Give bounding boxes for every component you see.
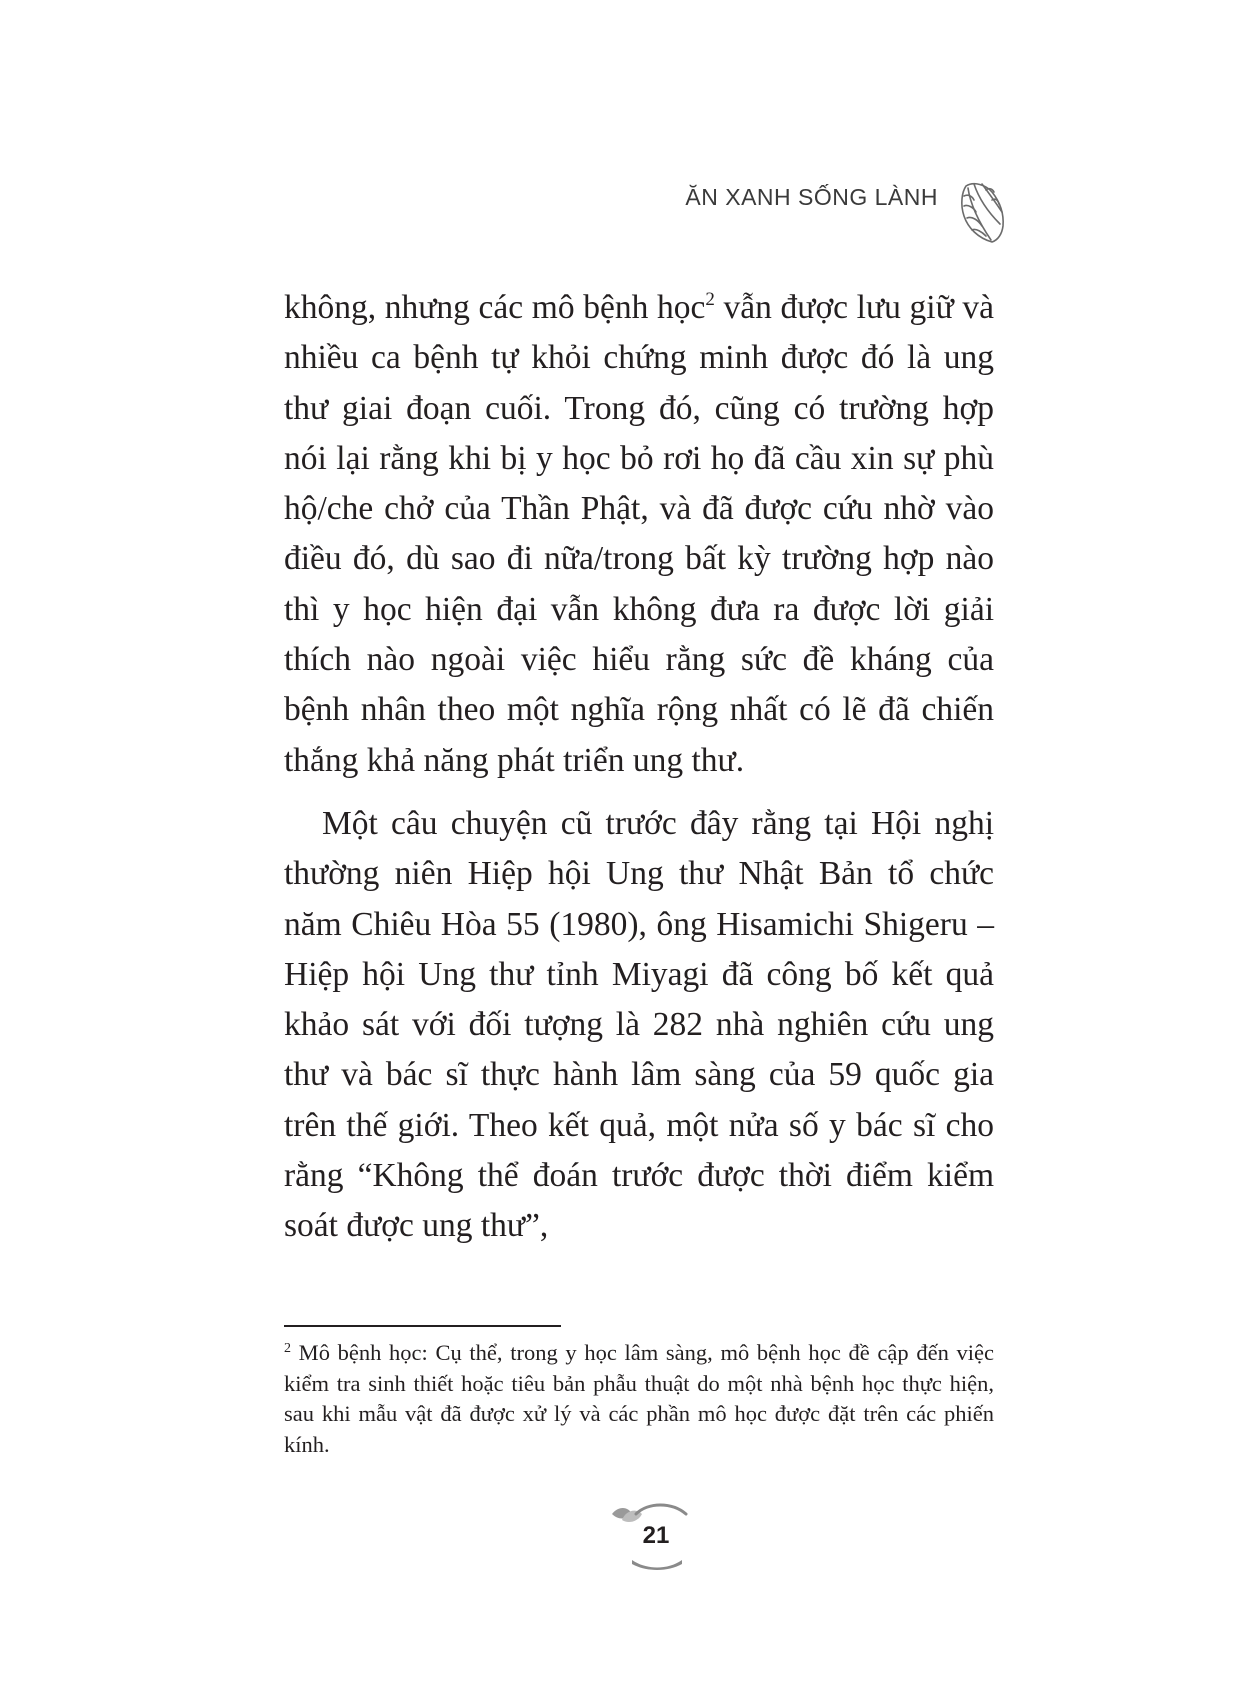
running-title: ĂN XANH SỐNG LÀNH [685,184,938,210]
footnote-number: 2 [284,1341,291,1356]
paragraph-2: Một câu chuyện cũ trước đây rằng tại Hội nghị thường niên Hiệp hội Ung thư Nhật Bản tổ chức năm Chiêu Hòa 55 (1980), ông Hisamichi Shigeru – Hiệp hội Ung thư tỉnh Miyagi đã công bố kết quả khảo sát với đối tượng là 282 nhà nghiên cứu ung thư và bác sĩ thực hành lâm sàng của 59 quốc gia trên thế giới. Theo kết quả, một nửa số y bác sĩ cho rằng “Không thể đoán trước được thời điểm kiểm soát được ung thư”, [284,804,994,1245]
body-text [284,283,994,1252]
paragraph-1 [284,283,994,786]
page-footer [608,1500,708,1574]
page-number: 21 [642,1522,670,1549]
footnote [284,1338,994,1460]
footnote-divider [284,1325,561,1327]
paragraph-1-lead: không, nhưng các mô bệnh học [284,289,706,326]
footnote-reference: 2 [705,289,715,310]
paragraph-1-rest: vẫn được lưu giữ và nhiều ca bệnh tự khỏi chứng minh được đó là ung thư giai đoạn cuối. Trong đó, cũng có trường hợp nói lại rằng khi bị y học bỏ rơi họ đã cầu xin sự phù hộ/che chở của Thần Phật, và đã được cứu nhờ vào điều đó, dù sao đi nữa/trong bất kỳ trường hợp nào thì y học hiện đại vẫn không đưa ra được lời giải thích nào ngoài việc hiểu rằng sức đề kháng của bệnh nhân theo một nghĩa rộng nhất có lẽ đã chiến thắng khả năng phát triển ung thư. [284,289,994,779]
running-header [685,184,938,211]
footnote-text: Mô bệnh học: Cụ thể, trong y học lâm sàng, mô bệnh học đề cập đến việc kiểm tra sinh thiết hoặc tiêu bản phẫu thuật do một nhà bệnh học thực hiện, sau khi mẫu vật đã được xử lý và các phần mô học được đặt trên các phiến kính. [284,1340,994,1457]
cabbage-leaf-icon [958,178,1006,244]
